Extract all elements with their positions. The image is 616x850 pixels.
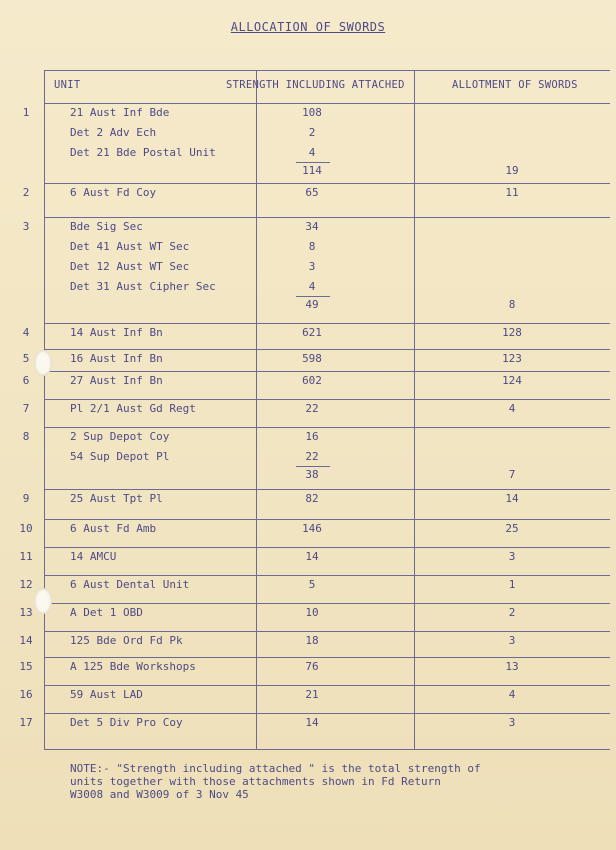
unit-name: 14 AMCU (70, 550, 117, 563)
row-divider (44, 713, 610, 714)
allotment-value: 14 (505, 492, 519, 505)
row-number: 17 (19, 716, 33, 729)
unit-name: 25 Aust Tpt Pl (70, 492, 163, 505)
unit-name: 14 Aust Inf Bn (70, 326, 163, 339)
strength-value: 34 (305, 220, 319, 233)
strength-value: 621 (302, 326, 322, 339)
row-number: 2 (22, 186, 30, 199)
unit-name: A Det 1 OBD (70, 606, 143, 619)
page-title: ALLOCATION OF SWORDS (230, 20, 386, 34)
row-number: 5 (22, 352, 30, 365)
row-divider (44, 371, 610, 372)
row-divider (44, 217, 610, 218)
row-number: 10 (19, 522, 33, 535)
row-number: 6 (22, 374, 30, 387)
allotment-value: 7 (508, 468, 516, 481)
allotment-value: 3 (508, 716, 516, 729)
strength-value: 16 (305, 430, 319, 443)
row-number: 8 (22, 430, 30, 443)
allotment-value: 19 (505, 164, 519, 177)
row-number: 12 (19, 578, 33, 591)
header-allotment: ALLOTMENT OF SWORDS (452, 79, 578, 91)
row-divider (44, 519, 610, 520)
unit-name: 54 Sup Depot Pl (70, 450, 170, 463)
footnote-label: NOTE:- (70, 762, 110, 775)
row-number: 3 (22, 220, 30, 233)
strength-value: 4 (308, 146, 316, 159)
strength-value: 65 (305, 186, 319, 199)
subtotal-underline (296, 296, 330, 297)
row-number: 16 (19, 688, 33, 701)
row-divider (44, 399, 610, 400)
header-unit: UNIT (54, 79, 81, 91)
row-divider (44, 323, 610, 324)
unit-name: 2 Sup Depot Coy (70, 430, 170, 443)
row-divider (44, 575, 610, 576)
row-number: 7 (22, 402, 30, 415)
strength-value: 14 (305, 550, 319, 563)
allotment-value: 1 (508, 578, 516, 591)
unit-name: 21 Aust Inf Bde (70, 106, 170, 119)
row-divider (44, 489, 610, 490)
subtotal-underline (296, 466, 330, 467)
column-divider-strength (256, 71, 257, 749)
table-border-left (44, 71, 45, 749)
strength-value: 2 (308, 126, 316, 139)
strength-value: 14 (305, 716, 319, 729)
unit-name: Det 2 Adv Ech (70, 126, 157, 139)
row-number: 4 (22, 326, 30, 339)
strength-value: 598 (302, 352, 322, 365)
allotment-value: 8 (508, 298, 516, 311)
row-number: 13 (19, 606, 33, 619)
strength-value: 108 (302, 106, 322, 119)
allotment-value: 124 (502, 374, 522, 387)
row-number: 14 (19, 634, 33, 647)
allotment-value: 128 (502, 326, 522, 339)
unit-name: Det 21 Bde Postal Unit (70, 146, 216, 159)
strength-value: 22 (305, 450, 319, 463)
punch-hole-top (34, 350, 52, 376)
punch-hole-bottom (34, 588, 52, 614)
allotment-value: 4 (508, 402, 516, 415)
unit-name: Det 31 Aust Cipher Sec (70, 280, 216, 293)
unit-name: Pl 2/1 Aust Gd Regt (70, 402, 196, 415)
allotment-value: 13 (505, 660, 519, 673)
unit-name: 16 Aust Inf Bn (70, 352, 163, 365)
footnote-text: "Strength including attached " is the total strength of units together with those attachments shown in Fd Return W3008 and W3009 of 3 Nov 45 (70, 762, 481, 801)
strength-total: 49 (305, 298, 319, 311)
footnote (70, 762, 481, 801)
allotment-value: 25 (505, 522, 519, 535)
strength-total: 38 (305, 468, 319, 481)
column-divider-allotment (414, 71, 415, 749)
unit-name: 125 Bde Ord Fd Pk (70, 634, 183, 647)
row-number: 1 (22, 106, 30, 119)
header-strength: STRENGTH INCLUDING ATTACHED (226, 79, 405, 91)
unit-name: Det 12 Aust WT Sec (70, 260, 190, 273)
unit-name: 59 Aust LAD (70, 688, 143, 701)
row-divider (44, 547, 610, 548)
strength-value: 22 (305, 402, 319, 415)
allotment-value: 2 (508, 606, 516, 619)
strength-value: 21 (305, 688, 319, 701)
unit-name: 6 Aust Dental Unit (70, 578, 190, 591)
unit-name: 6 Aust Fd Coy (70, 186, 157, 199)
allotment-value: 3 (508, 634, 516, 647)
strength-value: 82 (305, 492, 319, 505)
strength-value: 5 (308, 578, 316, 591)
unit-name: 6 Aust Fd Amb (70, 522, 157, 535)
unit-name: Det 41 Aust WT Sec (70, 240, 190, 253)
subtotal-underline (296, 162, 330, 163)
allotment-value: 123 (502, 352, 522, 365)
row-divider (44, 183, 610, 184)
strength-value: 4 (308, 280, 316, 293)
row-divider (44, 657, 610, 658)
unit-name: Bde Sig Sec (70, 220, 143, 233)
strength-value: 3 (308, 260, 316, 273)
strength-value: 18 (305, 634, 319, 647)
allotment-value: 3 (508, 550, 516, 563)
row-divider (44, 427, 610, 428)
strength-value: 76 (305, 660, 319, 673)
row-number: 9 (22, 492, 30, 505)
row-number: 15 (19, 660, 33, 673)
strength-total: 114 (302, 164, 322, 177)
row-divider (44, 685, 610, 686)
unit-name: Det 5 Div Pro Coy (70, 716, 183, 729)
allotment-value: 4 (508, 688, 516, 701)
row-divider (44, 631, 610, 632)
allotment-value: 11 (505, 186, 519, 199)
strength-value: 602 (302, 374, 322, 387)
row-divider (44, 349, 610, 350)
strength-value: 8 (308, 240, 316, 253)
row-divider (44, 603, 610, 604)
strength-value: 10 (305, 606, 319, 619)
row-number: 11 (19, 550, 33, 563)
unit-name: 27 Aust Inf Bn (70, 374, 163, 387)
strength-value: 146 (302, 522, 322, 535)
header-divider (44, 103, 610, 104)
unit-name: A 125 Bde Workshops (70, 660, 196, 673)
